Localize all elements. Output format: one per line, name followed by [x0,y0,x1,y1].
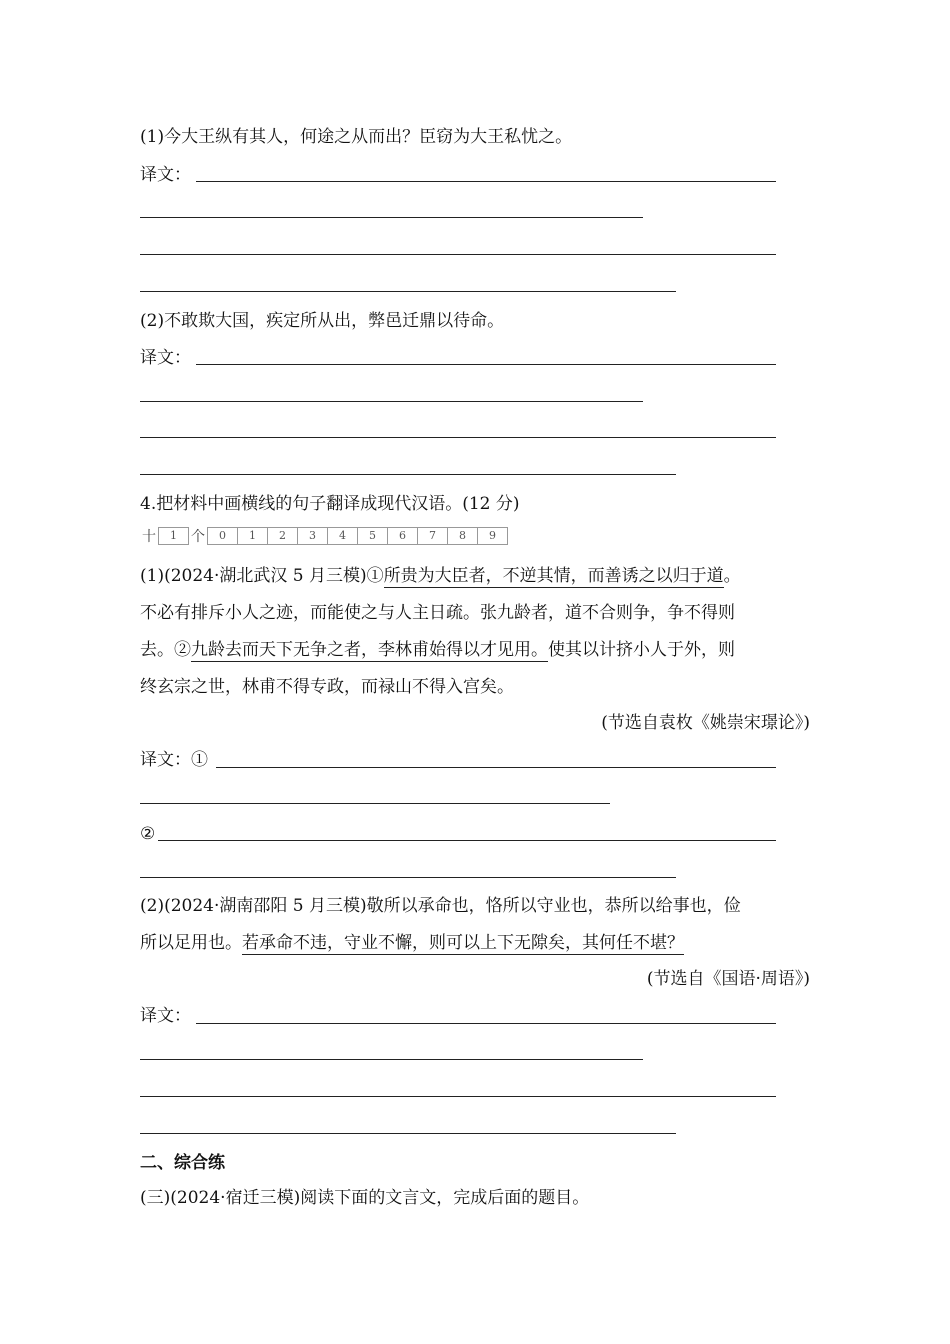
q2-answer-line-4[interactable] [140,474,676,475]
p1-source: (节选自袁枚《姚崇宋璟论》) [601,713,810,733]
p1-label-1: 译文：① [140,750,208,770]
score-digit-box[interactable]: 7 [417,527,448,545]
p1-line-1-prefix: (1)(2024·湖北武汉 5 月三模)① [140,566,384,586]
p1-answer-line-1[interactable] [216,767,776,768]
q2-label: 译文： [140,348,191,368]
p1-underlined-sentence-2: 九龄去而天下无争之者，李林甫始得以才见用。 [191,640,548,660]
q2-answer-line-2[interactable] [140,401,643,402]
p1-answer-line-2[interactable] [140,803,610,804]
section-2-intro: (三)(2024·宿迁三模)阅读下面的文言文，完成后面的题目。 [140,1188,590,1208]
p2-source: (节选自《国语·周语》) [646,969,810,989]
score-digit-box[interactable]: 6 [387,527,418,545]
score-digit-box[interactable]: 8 [447,527,478,545]
p2-label: 译文： [140,1006,191,1026]
p1-line-1-suffix: 。 [723,566,741,586]
p1-line-4: 终玄宗之世，林甫不得专政，而禄山不得入宫矣。 [140,677,514,697]
p2-underlined-sentence: 若承命不违，守业不懈，则可以上下无隙矣，其何任不堪？ [242,933,684,953]
p2-line-2 [140,932,684,954]
p2-answer-line-4[interactable] [140,1133,676,1134]
score-digit-box[interactable]: 2 [267,527,298,545]
p1-line-2: 不必有排斥小人之迹，而能使之与人主日疏。张九龄者，道不合则争，争不得则 [140,603,735,623]
p1-answer-line-3[interactable] [158,840,776,841]
q2-answer-line-1[interactable] [196,364,776,365]
score-plus: 十 [142,529,156,545]
score-digit-box[interactable]: 3 [297,527,328,545]
p1-line-3-suffix: 使其以计挤小人于外，则 [548,640,735,660]
score-digit-box[interactable]: 5 [357,527,388,545]
p1-line-1 [140,565,741,587]
score-bar [140,526,508,546]
p1-line-3-prefix: 去。② [140,640,191,660]
p1-label-2: ② [140,824,156,844]
q2-sentence: (2)不敢欺大国，疾定所从出，弊邑迁鼎以待命。 [140,311,505,331]
score-tens-box[interactable]: 1 [158,527,189,545]
score-digit-box[interactable]: 1 [237,527,268,545]
score-digit-box[interactable]: 9 [477,527,508,545]
p2-answer-line-3[interactable] [140,1096,776,1097]
p1-answer-line-4[interactable] [140,877,676,878]
section-2-title: 二、综合练 [140,1153,225,1173]
p1-underlined-sentence-1: 所贵为大臣者，不逆其情，而善诱之以归于道 [383,566,724,586]
p2-answer-line-1[interactable] [196,1023,776,1024]
score-digit-box[interactable]: 0 [207,527,238,545]
q1-answer-line-3[interactable] [140,254,776,255]
p2-line-2-prefix: 所以足用也。 [140,933,242,953]
p2-answer-line-2[interactable] [140,1059,643,1060]
q1-answer-line-4[interactable] [140,291,676,292]
p2-line-1: (2)(2024·湖南邵阳 5 月三模)敬所以承命也，恪所以守业也，恭所以给事也，俭 [140,896,741,916]
p1-line-3 [140,639,735,661]
q1-answer-line-1[interactable] [196,181,776,182]
q1-label: 译文： [140,165,191,185]
q1-answer-line-2[interactable] [140,217,643,218]
q1-sentence: (1)今大王纵有其人，何途之从而出？臣窃为大王私忧之。 [140,127,573,147]
score-digit-box[interactable]: 4 [327,527,358,545]
score-unit-label: 个 [191,529,205,545]
q2-answer-line-3[interactable] [140,437,776,438]
q4-heading: 4.把材料中画横线的句子翻译成现代汉语。(12 分) [140,494,520,514]
